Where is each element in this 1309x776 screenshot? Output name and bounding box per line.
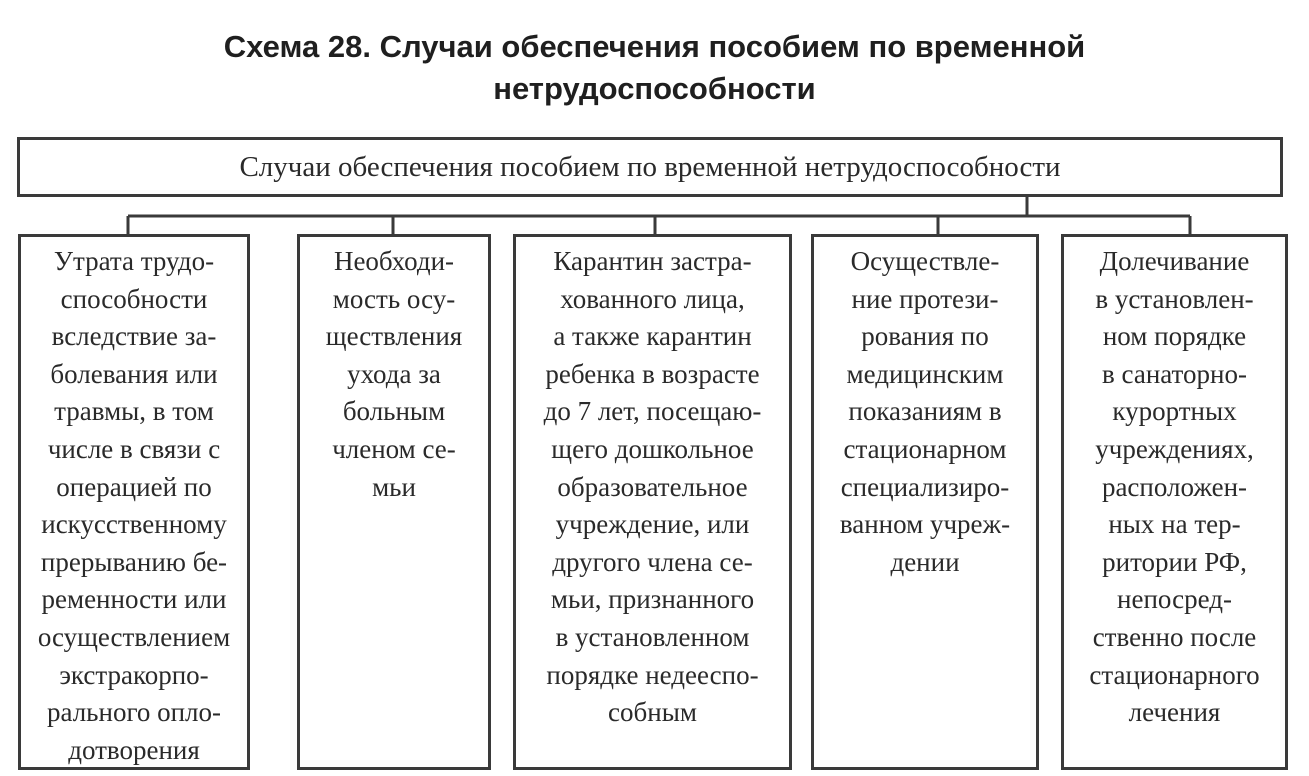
case-line: лечения <box>1128 697 1221 728</box>
case-line: непосред- <box>1117 584 1232 615</box>
case-line: курортных <box>1112 396 1237 427</box>
root-node-label: Случаи обеспечения пособием по временной нетрудоспособности <box>239 150 1061 183</box>
case-node-illness-injury <box>18 234 250 770</box>
case-line: ных на тер- <box>1108 509 1241 540</box>
case-line: ние протези- <box>851 283 999 314</box>
case-line: рального опло- <box>46 697 222 728</box>
case-line: ном порядке <box>1102 321 1247 352</box>
case-line: болевания или <box>50 358 218 389</box>
case-line: стационарного <box>1089 659 1260 690</box>
case-line: а также карантин <box>553 321 752 352</box>
case-line: образовательное <box>557 471 748 502</box>
root-node <box>17 137 1283 197</box>
case-line: порядке недееспо- <box>546 659 759 690</box>
case-node-family-care <box>297 234 491 770</box>
case-line: вследствие за- <box>51 321 217 352</box>
caption-line-2: нетрудоспособности <box>493 71 816 106</box>
case-line: ванном учреж- <box>839 509 1011 540</box>
case-line: дотворения <box>68 734 200 765</box>
case-line: осуществлением <box>37 621 231 652</box>
case-line: Необходи- <box>333 246 455 276</box>
case-line: показаниям в <box>848 396 1002 427</box>
case-line: ственно после <box>1092 621 1257 652</box>
case-line: в установленном <box>555 621 750 652</box>
case-line: щего дошкольное <box>551 433 754 464</box>
case-line: Утрата трудо- <box>53 246 215 276</box>
case-line: ухода за <box>347 358 441 389</box>
case-line: ритории РФ, <box>1102 546 1247 577</box>
case-line: больным <box>342 396 446 427</box>
case-line: мьи <box>372 471 416 502</box>
case-line: учреждение, или <box>555 509 750 540</box>
case-line: ребенка в возрасте <box>545 358 760 389</box>
case-line: учреждениях, <box>1095 433 1254 464</box>
diagram-caption <box>0 26 1309 110</box>
case-line: травмы, в том <box>54 396 214 427</box>
case-line: экстракорпо- <box>59 659 209 690</box>
case-line: Осуществле- <box>850 246 1000 276</box>
case-line: дении <box>890 546 960 577</box>
case-node-prosthetics <box>811 234 1039 770</box>
case-line: прерыванию бе- <box>40 546 228 577</box>
case-line: ществления <box>325 321 463 352</box>
case-node-quarantine <box>513 234 792 770</box>
case-line: искусственному <box>41 509 227 540</box>
case-line: в санаторно- <box>1102 358 1247 389</box>
case-line: до 7 лет, посещаю- <box>543 396 762 427</box>
case-line: мьи, признанного <box>550 584 755 615</box>
case-line: членом се- <box>332 433 456 464</box>
case-line: Долечивание <box>1099 246 1250 276</box>
case-line: другого члена се- <box>552 546 753 577</box>
case-line: числе в связи с <box>47 433 221 464</box>
case-node-sanatorium-aftercare <box>1061 234 1288 770</box>
case-line: ременности или <box>41 584 227 615</box>
caption-line-1: Схема 28. Случаи обеспечения пособием по временной <box>223 29 1086 64</box>
case-line: мость осу- <box>332 283 456 314</box>
case-line: способности <box>60 283 208 314</box>
case-line: Карантин застра- <box>553 246 752 276</box>
case-line: рования по <box>861 321 989 352</box>
case-line: медицинским <box>846 358 1004 389</box>
case-line: специализиро- <box>840 471 1010 502</box>
case-line: расположен- <box>1101 471 1248 502</box>
case-line: собным <box>608 697 697 728</box>
case-line: хованного лица, <box>560 283 745 314</box>
case-line: стационарном <box>843 433 1007 464</box>
case-line: в установлен- <box>1095 283 1254 314</box>
case-line: операцией по <box>56 471 212 502</box>
